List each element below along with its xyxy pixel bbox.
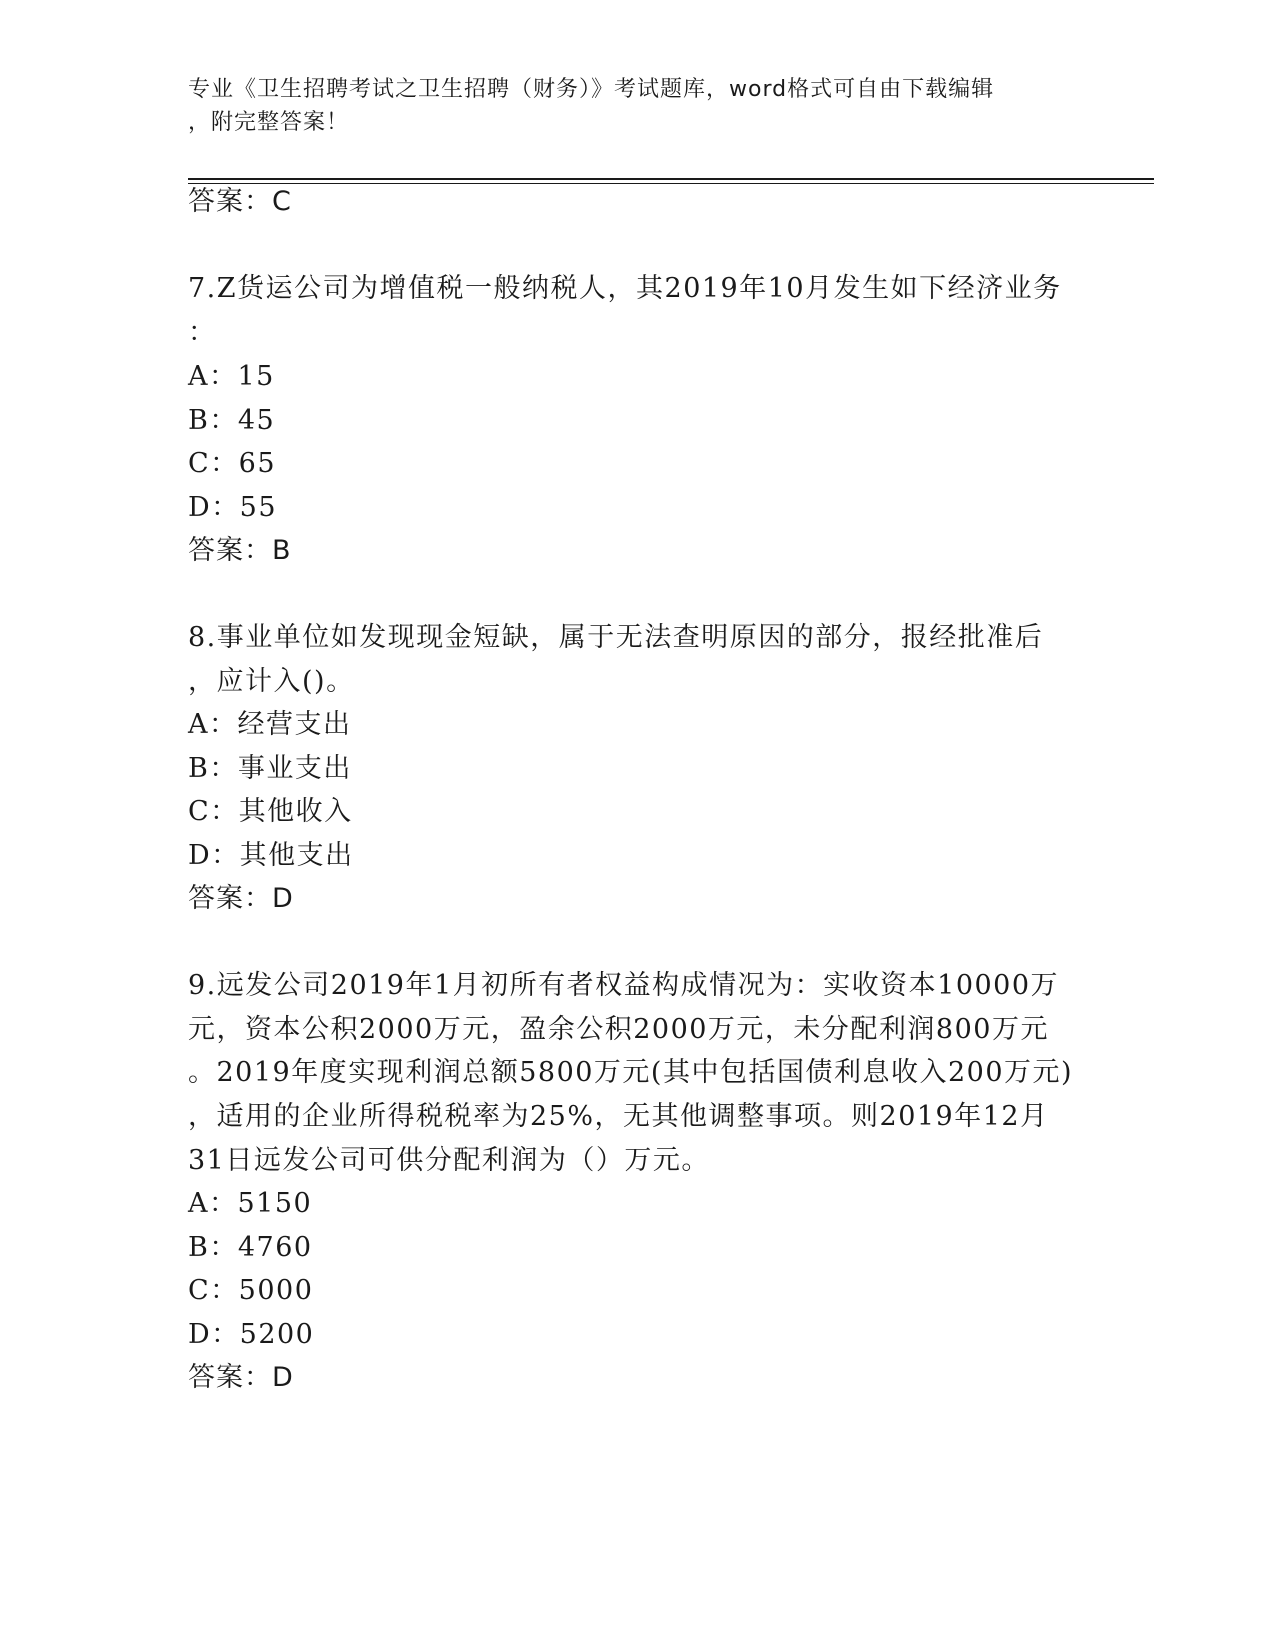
- prev-answer: 答案：C: [188, 186, 292, 217]
- header-divider-thin: [188, 183, 1154, 184]
- question-9-stem-line-3: 。2019年度实现利润总额5800万元(其中包括国债利息收入200万元): [188, 1057, 1074, 1088]
- question-7-option-d: D：55: [188, 492, 278, 523]
- document-header: [188, 73, 1088, 139]
- header-title-line-2: ，附完整答案！: [188, 110, 350, 135]
- question-7-option-b: B：45: [188, 405, 276, 436]
- question-7-option-c: C：65: [188, 448, 277, 479]
- question-9-option-a: A：5150: [188, 1188, 313, 1219]
- header-divider-thick: [188, 178, 1154, 180]
- question-7-stem-line-1: 7.Z货运公司为增值税一般纳税人，其2019年10月发生如下经济业务: [188, 273, 1062, 304]
- question-9-option-b: B：4760: [188, 1232, 313, 1263]
- question-9-stem-line-5: 31日远发公司可供分配利润为（）万元。: [188, 1145, 710, 1176]
- question-9-option-c: C：5000: [188, 1275, 314, 1306]
- question-8-option-b: B：事业支出: [188, 753, 352, 784]
- question-8-option-c: C：其他收入: [188, 796, 353, 827]
- question-8-option-d: D：其他支出: [188, 840, 354, 871]
- question-8-stem-line-1: 8.事业单位如发现现金短缺，属于无法查明原因的部分，报经批准后: [188, 622, 1044, 653]
- question-7-option-a: A：15: [188, 361, 275, 392]
- question-7-stem-line-2: ：: [188, 317, 217, 348]
- header-title-line-1: 专业《卫生招聘考试之卫生招聘（财务）》考试题库，word格式可自由下载编辑: [188, 77, 995, 102]
- question-9-option-d: D：5200: [188, 1319, 315, 1350]
- question-8-answer: 答案：D: [188, 883, 294, 914]
- question-9-stem-line-2: 元，资本公积2000万元，盈余公积2000万元，未分配利润800万元: [188, 1014, 1049, 1045]
- question-9-stem-line-1: 9.远发公司2019年1月初所有者权益构成情况为：实收资本10000万: [188, 970, 1060, 1001]
- question-8-stem-line-2: ，应计入()。: [188, 666, 355, 697]
- question-9-answer: 答案：D: [188, 1362, 294, 1393]
- question-7-answer: 答案：B: [188, 535, 292, 566]
- question-9-stem-line-4: ，适用的企业所得税税率为25%，无其他调整事项。则2019年12月: [188, 1101, 1049, 1132]
- question-8-option-a: A：经营支出: [188, 709, 352, 740]
